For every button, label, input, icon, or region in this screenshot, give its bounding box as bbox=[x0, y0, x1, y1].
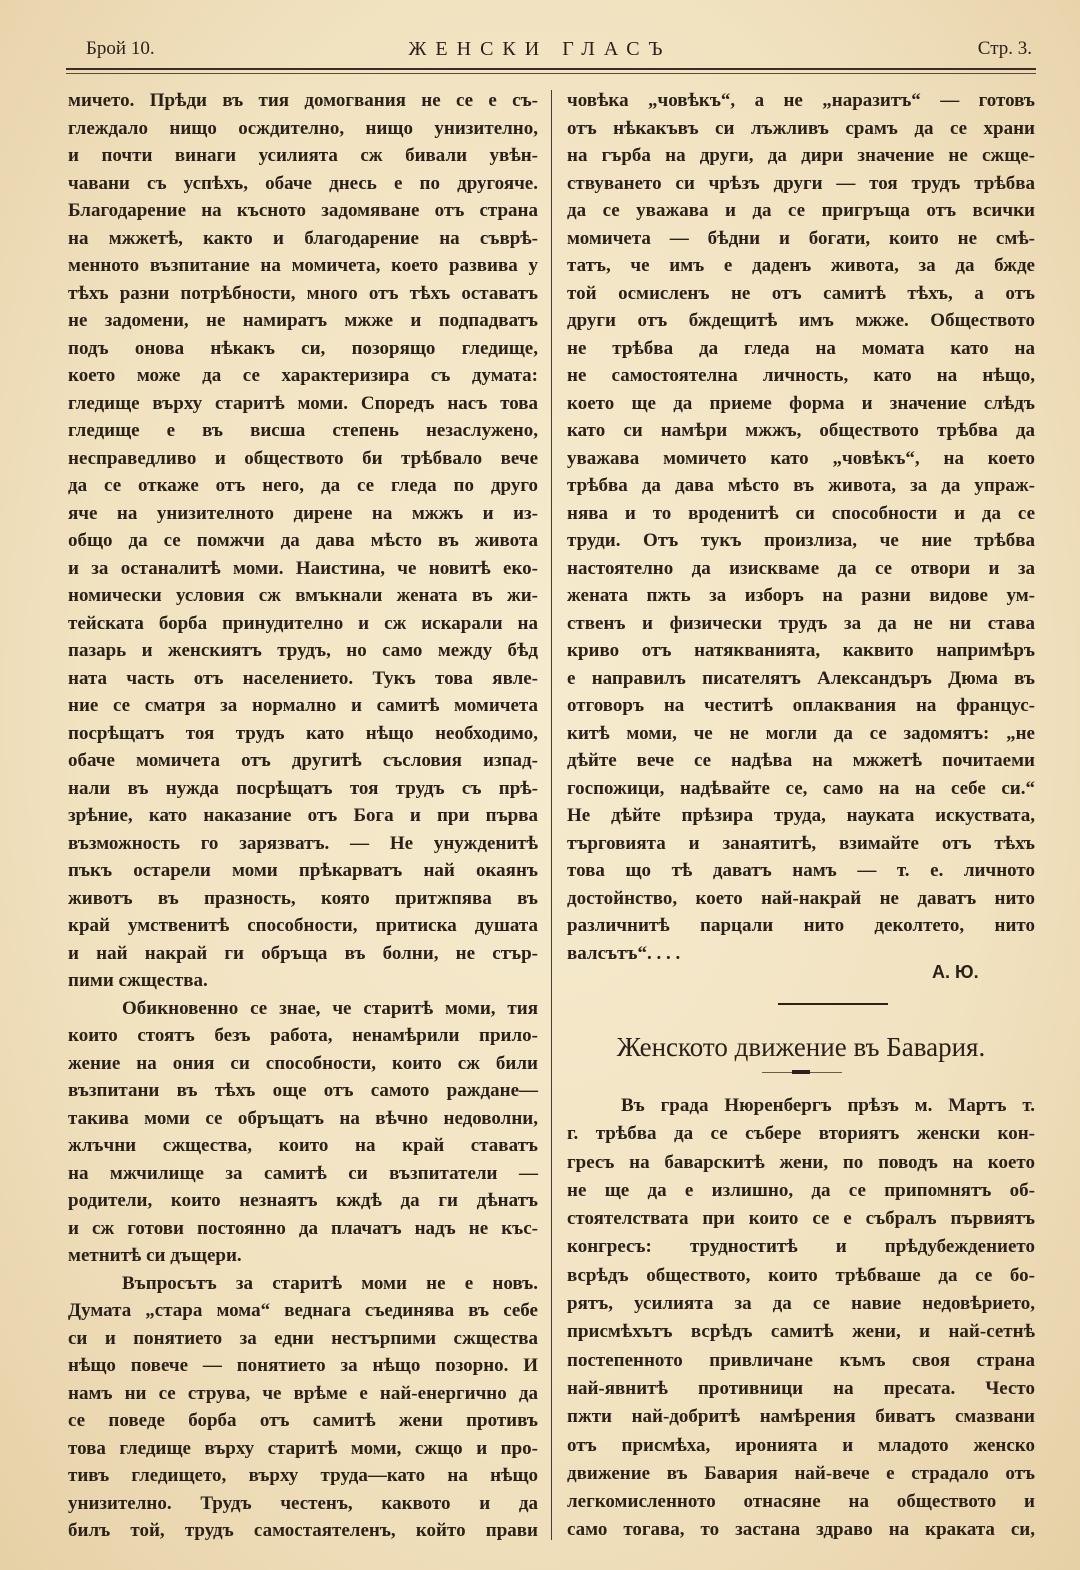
text-line: общо да се помжчи да дава мѣсто въ живота bbox=[68, 530, 538, 551]
article-title: Женското движение въ Бавария. bbox=[616, 1032, 986, 1062]
text-line: жение на ония си способности, които сж били bbox=[68, 1052, 538, 1074]
text-line: зрѣние, като наказание отъ Бога и при първа bbox=[68, 805, 538, 826]
text-line: не самостоятелна личность, като на нѣщо, bbox=[567, 365, 1035, 386]
title-ornament-center bbox=[792, 1070, 810, 1074]
text-line: госпожици, надѣвайте се, само на на себе си.“ bbox=[567, 777, 1035, 799]
text-line: несправедливо и обществото би трѣбвало вече bbox=[68, 447, 538, 469]
text-line: родители, които незнаятъ кждѣ да ги дѣнатъ bbox=[68, 1190, 538, 1211]
text-line: отъ присмѣха, иронията и младото женско bbox=[567, 1434, 1035, 1456]
text-line: животъ въ празность, която притжпява въ bbox=[68, 887, 538, 909]
text-line: нява и то вроденитѣ си способности и да се bbox=[567, 502, 1035, 524]
text-line: момичета — бѣдни и богати, които не смѣ- bbox=[567, 227, 1035, 249]
text-line: не задомени, не намиратъ мжже и подпадватъ bbox=[68, 310, 538, 331]
text-line: рятъ, усилията за да се навие недовѣрието, bbox=[567, 1293, 1035, 1315]
header-rule bbox=[66, 68, 1036, 70]
text-line: подъ онова нѣкакъ си, позорящо гледище, bbox=[68, 337, 538, 359]
text-line: легкомисленното отнасяне на обществото и bbox=[567, 1491, 1035, 1513]
text-line: които стоятъ безъ работа, ненамѣрили прило- bbox=[68, 1025, 538, 1046]
text-line: менното възпитание на момичета, което развива у bbox=[68, 255, 538, 276]
text-line: г. трѣбва да се събере вториятъ женски кон- bbox=[567, 1123, 1035, 1145]
text-line: настоятелно да изискваме да се отвори и за bbox=[567, 557, 1035, 579]
text-line: да се откаже отъ него, да се гледа по друго bbox=[68, 475, 538, 496]
text-line: мичето. Прѣди въ тия домогвания не се е съ- bbox=[68, 90, 538, 111]
text-line: Въ града Нюренбергъ прѣзъ м. Мартъ т. bbox=[621, 1095, 1035, 1116]
text-line: тейската борба принудително и сж искарали на bbox=[68, 612, 538, 634]
text-line: възможность го зарязватъ. — Не унужденитѣ bbox=[68, 832, 538, 854]
text-line: такива моми се обръщатъ на вѣчно недоволни, bbox=[68, 1107, 538, 1129]
text-line: край умственитѣ способности, притиска душата bbox=[68, 915, 538, 936]
text-line: криво отъ натякванията, каквито напримѣръ bbox=[567, 640, 1035, 661]
text-line: се поведе борба отъ самитѣ жени противъ bbox=[68, 1410, 538, 1431]
text-line: възпитани въ тѣхъ още отъ самото раждане— bbox=[68, 1080, 538, 1101]
text-line: чавани съ успѣхъ, обаче днесь е по другояче. bbox=[68, 172, 538, 194]
text-line: намъ ни се струва, че врѣме е най-енергично да bbox=[68, 1382, 538, 1404]
text-line: Въпросътъ за старитѣ моми не е новъ. bbox=[122, 1272, 538, 1294]
text-line: стоятелствата при които се е събралъ първиятъ bbox=[567, 1208, 1035, 1230]
text-line: не ще да е излишно, да се припомнятъ об- bbox=[567, 1179, 1035, 1201]
text-line: нали въ нужда посрѣщатъ тоя трудъ съ прѣ- bbox=[68, 777, 538, 799]
text-line: и за останалитѣ моми. Наистина, че новитѣ еко- bbox=[68, 557, 538, 579]
text-line: което ще да приеме форма и значение слѣдъ bbox=[567, 392, 1035, 414]
text-line: конгресъ: трудноститѣ и прѣдубеждението bbox=[567, 1236, 1035, 1258]
text-line: на мжжетѣ, както и благодарение на съврѣ- bbox=[68, 227, 538, 249]
text-line: Не дѣйте прѣзира труда, науката искуствата, bbox=[567, 805, 1035, 826]
text-line: унизително. Трудъ честенъ, каквото и да bbox=[68, 1492, 538, 1514]
text-line: уважава момичето като „човѣкъ“, на което bbox=[567, 447, 1035, 469]
text-line: метнитѣ си дъщери. bbox=[68, 1245, 242, 1266]
text-line: гледище е въ висша степень незаслужено, bbox=[68, 420, 538, 441]
text-line: Обикновенно се знае, че старитѣ моми, тия bbox=[122, 997, 538, 1019]
text-line: Благодарение на късното задомяване отъ страна bbox=[68, 200, 538, 221]
text-line: като си намѣри мжжъ, обществото трѣбва да bbox=[567, 420, 1035, 441]
text-line: това що тѣ даватъ намъ — т. е. личното bbox=[567, 860, 1035, 881]
text-line: което може да се характеризира съ думата: bbox=[68, 365, 538, 386]
text-line: гресъ на баварскитѣ жени, по поводъ на което bbox=[567, 1151, 1035, 1173]
text-line: на мжчилище за самитѣ си възпитатели — bbox=[68, 1162, 538, 1184]
text-line: отъ нѣкакъвъ си лъжливъ срамъ да се храни bbox=[567, 117, 1035, 139]
article-body bbox=[567, 1092, 1035, 1545]
text-line: Думата „стара мома“ веднага съединява въ себе bbox=[68, 1300, 538, 1321]
section-separator bbox=[778, 1003, 888, 1005]
page-number: Стр. 3. bbox=[977, 38, 1032, 59]
text-line: и почти винаги усилията сж бивали увѣн- bbox=[68, 145, 538, 166]
text-line: яче на унизителното дирене на мжжъ и из- bbox=[68, 502, 538, 524]
text-line: пжти най-добритѣ намѣрения биватъ смазвани bbox=[567, 1406, 1035, 1428]
text-line: е направилъ писателятъ Александъръ Дюма въ bbox=[567, 667, 1035, 689]
text-line: той осмисленъ не отъ самитѣ тѣхъ, а отъ bbox=[567, 282, 1035, 304]
text-line: дѣйте вече се надѣва на мжжетѣ почитаеми bbox=[567, 750, 1035, 771]
text-line: само тогава, то застана здраво на краката си, bbox=[567, 1519, 1035, 1541]
text-line: посрѣщатъ тоя трудъ като нѣщо необходимо, bbox=[68, 722, 538, 744]
column-divider bbox=[551, 90, 552, 1540]
author-signature: А. Ю. bbox=[932, 962, 979, 982]
issue-number: Брой 10. bbox=[86, 38, 155, 59]
text-line: нѣщо повече — понятието за нѣщо позорно. И bbox=[68, 1355, 538, 1376]
newspaper-title: ЖЕНСКИ ГЛАСЪ bbox=[408, 38, 672, 60]
right-column-article-end bbox=[567, 87, 1035, 967]
text-line: пазарь и женскиятъ трудъ, но само между бѣд bbox=[68, 640, 538, 661]
text-line: всрѣдъ обществото, които трѣбваше да се бо- bbox=[567, 1264, 1035, 1286]
text-line: си и понятието за едни нестърпими сжщества bbox=[68, 1327, 538, 1349]
text-line: ние се сматря за нормално и самитѣ момичета bbox=[68, 695, 538, 716]
text-line: човѣка „човѣкъ“, а не „наразитъ“ — готовъ bbox=[567, 90, 1035, 111]
text-line: други отъ бждещитѣ имъ мжже. Обществото bbox=[567, 310, 1035, 331]
text-line: не трѣбва да гледа на момата като на bbox=[567, 337, 1035, 359]
text-line: на гърба на други, да дири значение не сжще- bbox=[567, 145, 1035, 166]
text-line: тивъ гледището, върху труда—като на нѣщо bbox=[68, 1465, 538, 1486]
text-line: труди. Отъ тукъ произлиза, че ние трѣбва bbox=[567, 530, 1035, 551]
header-rule-thin bbox=[66, 73, 1036, 74]
text-line: гледище върху старитѣ моми. Споредъ насъ това bbox=[68, 392, 538, 414]
text-line: ствуването си чрѣзъ други — тоя трудъ трѣбва bbox=[567, 172, 1035, 194]
text-line: най-явнитѣ противници на пресата. Често bbox=[567, 1377, 1035, 1399]
text-line: ственъ и физически трудъ за да не ни става bbox=[567, 612, 1035, 634]
text-line: отговоръ на честитѣ оплаквания на францус- bbox=[567, 695, 1035, 716]
text-line: номически условия сж вмъкнали жената въ жи- bbox=[68, 585, 538, 606]
text-line: тѣхъ разни потрѣбности, много отъ тѣхъ оставатъ bbox=[68, 282, 538, 304]
text-line: пъкъ остарели моми прѣкарватъ най окаянъ bbox=[68, 860, 538, 881]
text-line: присмѣхътъ всрѣдъ самитѣ жени, и най-сетнѣ bbox=[567, 1321, 1035, 1343]
text-line: билъ той, трудъ самостаятеленъ, който прави bbox=[68, 1520, 538, 1541]
text-line: глеждало нищо осждително, нищо унизително, bbox=[68, 117, 538, 139]
text-line: жлъчни сжщества, които на край ставатъ bbox=[68, 1135, 538, 1156]
text-line: татъ, че имъ е даденъ живота, за да бжде bbox=[567, 255, 1035, 276]
text-line: това гледище върху старитѣ моми, сжщо и про- bbox=[68, 1437, 538, 1459]
text-line: обаче момичета отъ другитѣ съсловия изпад- bbox=[68, 750, 538, 771]
text-line: търговията и занаятитѣ, взимайте отъ тѣхъ bbox=[567, 832, 1035, 854]
text-line: постепенното привличане къмъ своя страна bbox=[567, 1349, 1035, 1371]
left-column bbox=[68, 87, 538, 1545]
text-line: движение въ Бавария най-вече е страдало отъ bbox=[567, 1462, 1035, 1484]
text-line: валсътъ“. . . . bbox=[567, 942, 681, 964]
text-line: китѣ моми, че не могли да се задомятъ: „не bbox=[567, 722, 1035, 744]
text-line: жената пжть за изборъ на разни видове ум- bbox=[567, 585, 1035, 606]
text-line: пими сжщества. bbox=[68, 970, 208, 991]
text-line: и сж готови постоянно да плачатъ надъ не къс- bbox=[68, 1217, 538, 1239]
text-line: различнитѣ парцали нито деколтето, нито bbox=[567, 915, 1035, 936]
text-line: ната часть отъ населението. Тукъ това явле- bbox=[68, 667, 538, 689]
text-line: достойнство, което най-накрай не даватъ нито bbox=[567, 887, 1035, 909]
text-line: и най накрай ги обръща въ болни, не стър- bbox=[68, 942, 538, 964]
text-line: трѣбва да дава мѣсто въ живота, за да упраж- bbox=[567, 475, 1035, 496]
text-line: да се уважава и да се пригръща отъ всички bbox=[567, 200, 1035, 221]
